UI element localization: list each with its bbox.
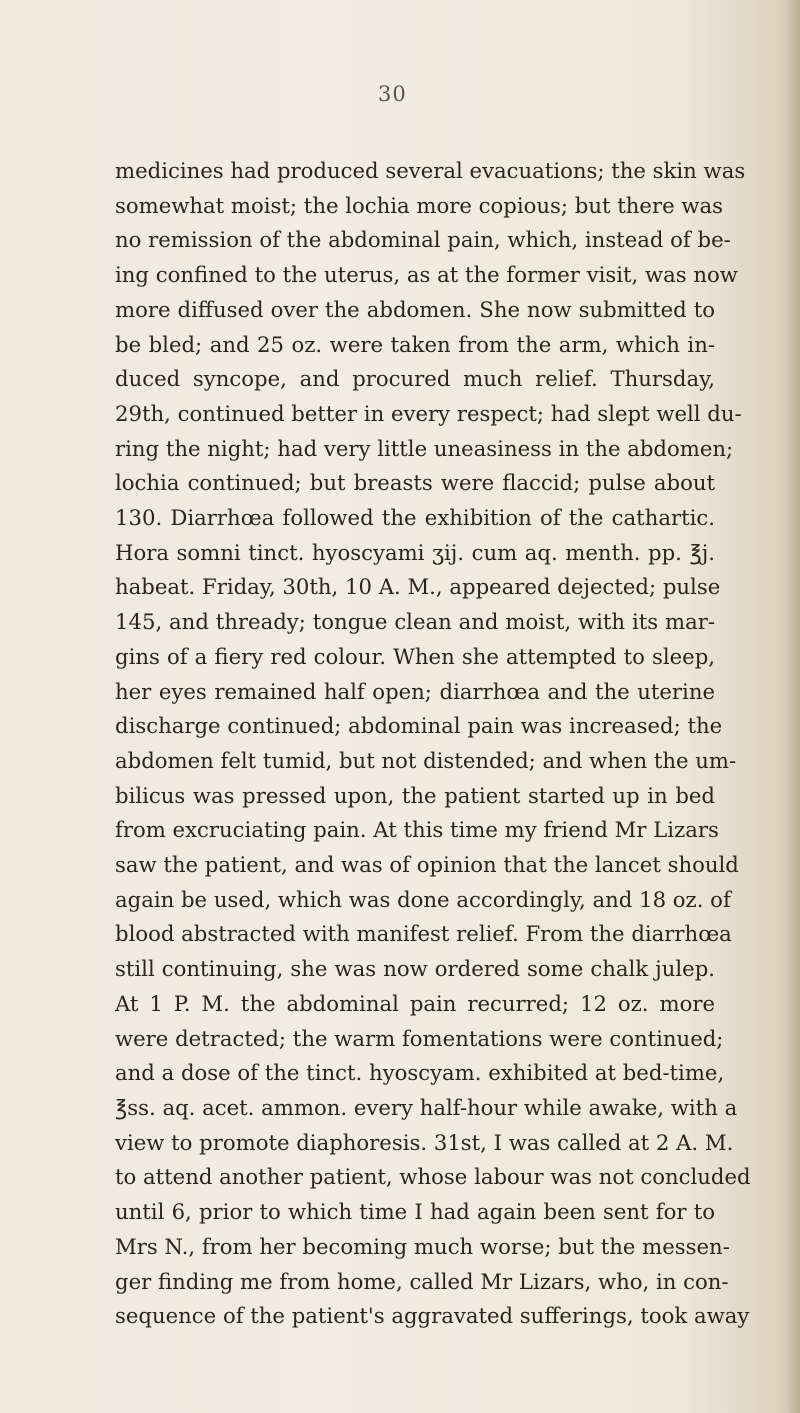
- text-line: 130. Diarrhœa followed the exhibition of the cathartic.: [115, 505, 715, 531]
- text-line: habeat. Friday, 30th, 10 A. M., appeared dejected; pulse: [115, 574, 721, 600]
- text-line: gins of a fiery red colour. When she attempted to sleep,: [115, 643, 715, 669]
- body-text: [115, 154, 751, 1334]
- text-line: and a dose of the tinct. hyoscyam. exhibited at bed-time,: [115, 1060, 725, 1086]
- text-line: her eyes remained half open; diarrhœa and the uterine: [115, 678, 715, 704]
- text-line: abdomen felt tumid, but not distended; and when the um-: [115, 747, 737, 773]
- text-line: Mrs N., from her becoming much worse; but the messen-: [115, 1233, 730, 1259]
- text-line: medicines had produced several evacuations; the skin was: [115, 158, 746, 183]
- text-line: more diffused over the abdomen. She now submitted to: [115, 296, 715, 322]
- text-line: were detracted; the warm fomentations were continued;: [115, 1025, 724, 1051]
- text-line: At 1 P. M. the abdominal pain recurred; 12 oz. more: [115, 990, 715, 1016]
- text-line: Hora somni tinct. hyoscyami ʒij. cum aq. menth. pp. ℥j.: [115, 539, 715, 565]
- text-line: from excruciating pain. At this time my friend Mr Lizars: [115, 817, 719, 843]
- text-line: again be used, which was done accordingly, and 18 oz. of: [115, 886, 731, 912]
- text-line: view to promote diaphoresis. 31st, I was called at 2 A. M.: [115, 1129, 734, 1155]
- text-line: until 6, prior to which time I had again been sent for to: [115, 1199, 715, 1225]
- text-line: be bled; and 25 oz. were taken from the arm, which in-: [115, 331, 715, 357]
- page-edge-shadow: [786, 0, 800, 1413]
- text-line: ger finding me from home, called Mr Lizars, who, in con-: [115, 1268, 729, 1294]
- text-line: lochia continued; but breasts were flaccid; pulse about: [115, 470, 715, 496]
- text-line: 29th, continued better in every respect; had slept well du-: [115, 400, 742, 426]
- text-line: 145, and thready; tongue clean and moist, with its mar-: [115, 609, 715, 635]
- text-line: ring the night; had very little uneasiness in the abdomen;: [115, 435, 734, 461]
- text-line: saw the patient, and was of opinion that the lancet should: [115, 852, 739, 878]
- text-line: to attend another patient, whose labour was not concluded: [115, 1164, 751, 1190]
- page-number: 30: [378, 82, 407, 106]
- text-line: still continuing, she was now ordered some chalk julep.: [115, 956, 715, 982]
- text-line: blood abstracted with manifest relief. From the diarrhœa: [115, 921, 732, 947]
- text-line: bilicus was pressed upon, the patient started up in bed: [115, 782, 715, 808]
- text-line: ℥ss. aq. acet. ammon. every half-hour while awake, with a: [115, 1094, 738, 1120]
- text-line: discharge continued; abdominal pain was increased; the: [115, 713, 723, 739]
- text-line: ing confined to the uterus, as at the former visit, was now: [115, 262, 738, 288]
- text-line: no remission of the abdominal pain, which, instead of be-: [115, 227, 731, 253]
- text-line: somewhat moist; the lochia more copious; but there was: [115, 192, 723, 218]
- text-line: sequence of the patient's aggravated sufferings, took away: [115, 1303, 750, 1329]
- text-line: duced syncope, and procured much relief. Thursday,: [115, 366, 715, 392]
